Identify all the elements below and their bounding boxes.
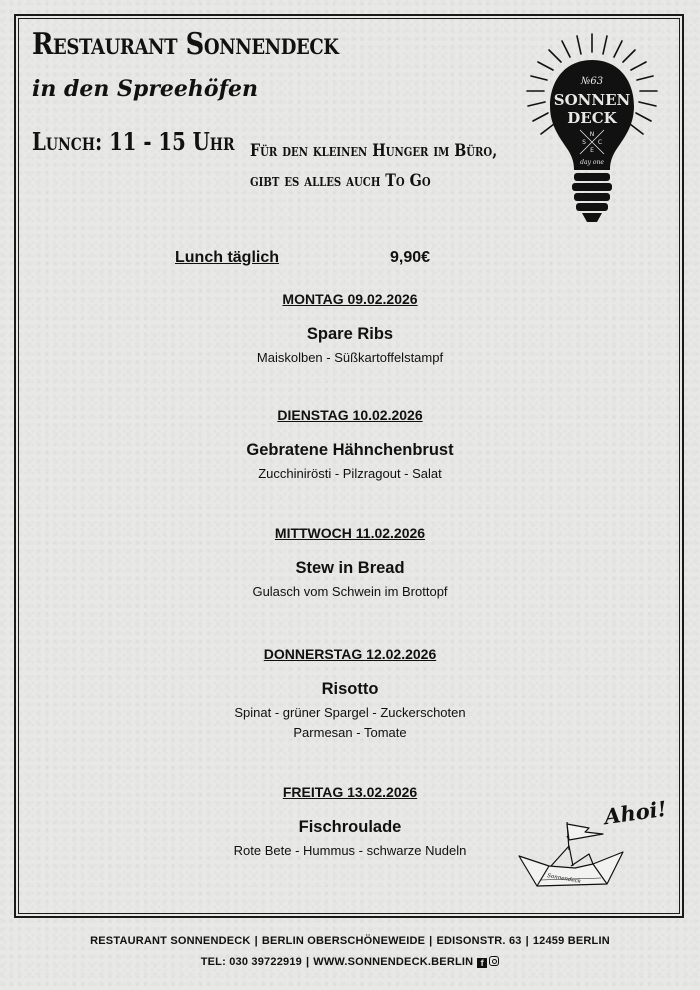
lunch-price-value: 9,90€ <box>390 249 431 266</box>
logo-number: №63 <box>580 76 604 87</box>
footer-separator: | <box>254 935 258 947</box>
dish-name: Risotto <box>321 680 379 698</box>
dish-sides: Rote Bete - Hummus - schwarze Nudeln <box>233 843 467 858</box>
bulb-base <box>572 173 612 222</box>
footer-street: EDISONSTR. 63 <box>436 935 522 947</box>
tagline <box>250 136 497 196</box>
day-heading: DIENSTAG 10.02.2026 <box>277 407 423 423</box>
day-thursday <box>0 644 700 743</box>
tagline-line-2: gibt es alles auch To Go <box>250 171 431 191</box>
compass-n: N <box>589 131 595 138</box>
facebook-icon[interactable]: f <box>477 958 487 968</box>
lunch-price-row <box>0 249 700 273</box>
dish-sides: Maiskolben - Süßkartoffelstampf <box>256 350 444 365</box>
day-tuesday <box>0 405 700 484</box>
logo-line-2: DECK <box>567 109 617 127</box>
restaurant-title: Restaurant Sonnendeck <box>32 27 339 62</box>
dish-sides: Gulasch vom Schwein im Brottopf <box>252 584 448 599</box>
footer-website-link[interactable]: WWW.SONNENDECK.BERLIN <box>313 956 474 968</box>
paper-boat-icon <box>515 820 627 898</box>
footer-district: BERLIN OBERSCHÖNEWEIDE <box>261 935 426 947</box>
day-heading: DONNERSTAG 12.02.2026 <box>263 646 437 662</box>
restaurant-subtitle: in den Spreehöfen <box>32 76 259 102</box>
tagline-line-1: Für den kleinen Hunger im Büro, <box>250 141 498 161</box>
lightbulb-logo-icon <box>512 30 672 230</box>
day-heading: FREITAG 13.02.2026 <box>282 784 418 800</box>
lunch-price-label: Lunch täglich <box>175 249 279 266</box>
dish-sides: Zucchinirösti - Pilzragout - Salat <box>258 466 442 481</box>
lunch-hours: Lunch: 11 - 15 Uhr <box>32 127 235 156</box>
dish-sides: Spinat - grüner Spargel - Zuckerschoten <box>234 705 466 720</box>
instagram-icon[interactable] <box>489 956 499 966</box>
dish-name: Stew in Bread <box>295 559 405 577</box>
compass-c: C <box>597 139 603 146</box>
dish-name: Gebratene Hähnchenbrust <box>246 441 454 459</box>
logo-line-1: SONNEN <box>553 91 631 109</box>
compass-s: S <box>582 139 586 146</box>
footer-separator: | <box>305 956 310 968</box>
footer-contact-line <box>0 956 700 968</box>
day-heading: MITTWOCH 11.02.2026 <box>274 525 426 541</box>
ahoi-lettering: Ahoi! <box>602 795 669 830</box>
footer-city: 12459 BERLIN <box>532 935 610 947</box>
boat-label: Sonnendeck <box>546 873 582 885</box>
dish-name: Spare Ribs <box>306 325 394 343</box>
dish-sides-line-2: Parmesan - Tomate <box>293 725 407 740</box>
footer-address-line <box>0 935 700 947</box>
footer-restaurant-name: RESTAURANT SONNENDECK <box>90 935 251 947</box>
day-heading: MONTAG 09.02.2026 <box>282 291 418 307</box>
dish-name: Fischroulade <box>298 818 402 836</box>
day-monday <box>0 289 700 368</box>
logo-motto: day one <box>580 159 604 166</box>
footer-phone: TEL: 030 39722919 <box>200 956 302 968</box>
footer-separator: | <box>525 935 529 947</box>
day-wednesday <box>0 523 700 602</box>
footer-separator: | <box>429 935 433 947</box>
compass-e: E <box>590 147 594 154</box>
